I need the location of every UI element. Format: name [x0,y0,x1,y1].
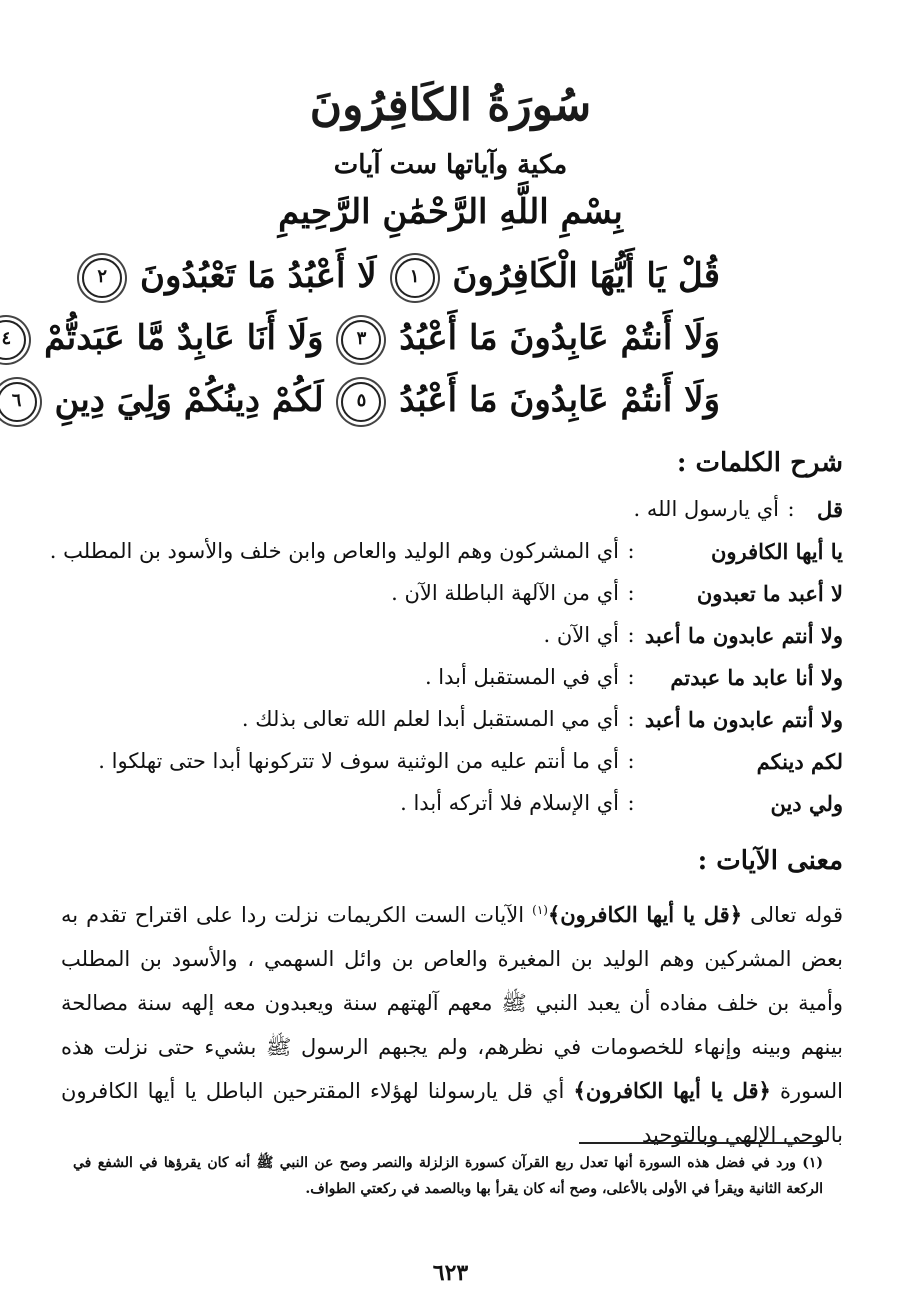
quran-quote: ﴿قل يا أيها الكافرون﴾ [573,1078,771,1103]
verse-line [11,369,720,431]
glossary-term: لا أعبد ما تعبدون [696,580,843,606]
glossary-row [53,488,843,530]
glossary-term: ولا أنتم عابدون ما أعبد [644,622,843,648]
glossary-colon: : [627,623,635,647]
glossary-list [49,488,843,824]
meaning-heading: معنى الآيات : [697,846,843,876]
glossary-colon: : [627,707,635,731]
sura-title: سُورَةُ الكَافِرُونَ [309,80,592,131]
glossary-row [49,530,843,572]
verse-line [1,307,720,369]
glossary-meaning: أي الآن . [543,623,619,647]
glossary-meaning: أي في المستقبل أبدا . [424,665,619,689]
ayah-number-icon: ٦ [0,382,37,422]
glossary-meaning: أي من الآلهة الباطلة الآن . [391,581,619,605]
glossary-row [53,740,843,782]
verse-text: قُلْ يَا أَيُّهَا الْكَافِرُونَ [452,256,720,296]
glossary-colon: : [627,539,635,563]
glossary-term: قل [817,496,843,522]
sura-subtitle: مكية وآياتها ست آيات [333,150,568,180]
glossary-colon: : [627,581,635,605]
meaning-text: الآيات الست الكريمات نزلت ردا على اقتراح تقدم به بعض المشركين وهم الوليد بن المغيرة والعاص بن وائل السهمي ، والأسود بن المطلب وأمية بن خلف مفاده أن يعبد النبي ﷺ معهم آلهتهم سنة ويعبدون معه إلهه سنة مصالحة بينهم وبينه وإنهاء للخصومات في نظرهم، ولم يجبهم الرسول ﷺ بشيء حتى نزلت هذه السورة [61,903,843,1103]
glossary-meaning: أي المشركون وهم الوليد والعاص وابن خلف والأسود بن المطلب . [49,539,619,563]
meaning-intro: قوله تعالى [750,903,843,927]
glossary-row [53,656,843,698]
glossary-meaning: أي مي المستقبل أبدا لعلم الله تعالى بذلك . [241,707,619,731]
glossary-meaning: أي ما أنتم عليه من الوثنية سوف لا تتركونها أبدا حتى تهلكوا . [98,749,619,773]
glossary-meaning: أي يارسول الله . [633,497,779,521]
glossary-row [53,782,843,824]
footnote: (١) ورد في فضل هذه السورة أنها تعدل ربع القرآن كسورة الزلزلة والنصر وصح عن النبي ﷺ أنه كان يقرؤها في الشفع في الركعة الثانية ويقرأ في الأولى بالأعلى، وصح أنه كان يقرأ بها وبالصمد في ركعتي الطواف. [73,1155,823,1197]
glossary-colon: : [787,497,795,521]
glossary-term: لكم دينكم [756,748,843,774]
footnote-divider [579,1142,823,1144]
meaning-paragraph [61,888,843,1157]
verse-text: وَلَا أَنتُمْ عَابِدُونَ مَا أَعْبُدُ [399,380,720,420]
ayah-number-icon: ١ [395,258,435,298]
glossary-colon: : [627,791,635,815]
glossary-row [53,572,843,614]
verse-text: وَلَا أَنتُمْ عَابِدُونَ مَا أَعْبُدُ [399,318,720,358]
footnote-marker: (١) [532,903,548,917]
glossary-row [53,698,843,740]
verse-text: لَكُمْ دِينُكُمْ وَلِيَ دِينِ [54,380,324,420]
glossary-meaning: أي الإسلام فلا أتركه أبدا . [400,791,619,815]
quran-quote: ﴿قل يا أيها الكافرون﴾ [547,902,743,927]
verse-text: وَلَا أَنَا عَابِدٌ مَّا عَبَدتُّمْ [44,318,324,358]
meaning-text: أي قل يارسولنا لهؤلاء المقترحين الباطل يا أيها الكافرون بالوحي الإلهي وبالتوحيد [61,1079,843,1147]
basmala: بِسْمِ اللَّهِ الرَّحْمَٰنِ الرَّحِيمِ [278,192,623,232]
glossary-row [53,614,843,656]
ayah-number-icon: ٢ [82,258,122,298]
ayah-number-icon: ٤ [0,320,26,360]
verse-text: لَا أَعْبُدُ مَا تَعْبُدُونَ [140,256,377,296]
ayah-number-icon: ٥ [341,382,381,422]
glossary-heading: شرح الكلمات : [676,448,843,478]
page-number: ٦٢٣ [432,1260,469,1286]
glossary-term: يا أيها الكافرون [710,538,843,564]
glossary-colon: : [627,665,635,689]
glossary-term: ولا أنتم عابدون ما أعبد [644,706,843,732]
verse-line [97,245,720,307]
glossary-term: ولا أنا عابد ما عبدتم [670,664,843,690]
glossary-colon: : [627,749,635,773]
verses-block [1,245,720,431]
glossary-term: ولي دين [770,790,843,816]
ayah-number-icon: ٣ [341,320,381,360]
